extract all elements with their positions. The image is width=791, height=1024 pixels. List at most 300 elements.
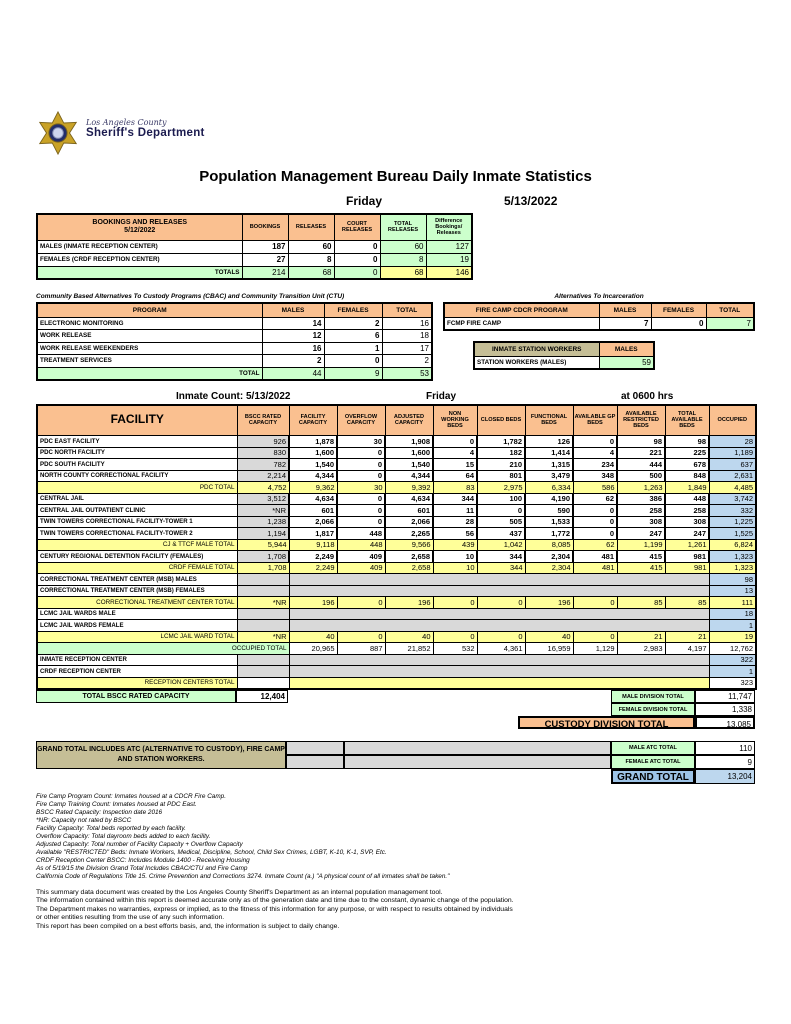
bookings-title: BOOKINGS AND RELEASES [92, 219, 188, 227]
value-cell: 20,965 [289, 643, 337, 655]
disclaimer-line: This summary data document was created by the Los Angeles County Sheriff's Department as an internal population management tool. [36, 888, 443, 896]
value-cell: 801 [477, 470, 525, 482]
bscc-cell: 4,752 [237, 482, 289, 494]
station-workers-header-row [474, 342, 654, 356]
bookings-row [37, 253, 472, 266]
facility-row [37, 436, 756, 448]
grand-spacer-cell [344, 741, 611, 755]
totals-value-cell: 9 [324, 367, 382, 380]
totals-value-cell: 53 [382, 367, 432, 380]
facility-row [37, 562, 756, 574]
value-cell: 439 [433, 539, 477, 551]
occupied-cell: 6,824 [709, 539, 756, 551]
bookings-body [37, 240, 472, 279]
custody-division-value: 13,085 [695, 716, 755, 729]
value-cell: 0 [433, 436, 477, 448]
bookings-date: 5/12/2022 [124, 227, 156, 235]
value-cell: 0 [433, 597, 477, 609]
occupied-cell: 1,323 [709, 551, 756, 563]
value-cell: 4,344 [289, 470, 337, 482]
cbac-body [37, 317, 432, 380]
value-cell: 1,849 [665, 482, 709, 494]
facility-row [37, 470, 756, 482]
value-cell: 85 [617, 597, 665, 609]
footnote-line: Overflow Capacity: Total dayroom beds added to each facility. [36, 832, 211, 840]
fire-camp-col-header: FIRE CAMP CDCR PROGRAM [444, 303, 599, 317]
facility-col-header: FUNCTIONAL BEDS [525, 405, 573, 436]
bscc-cell: 1,708 [237, 551, 289, 563]
totals-value-cell: 146 [426, 266, 472, 279]
agency-county-label: Los Angeles County [86, 118, 167, 127]
value-cell: 4 [573, 447, 617, 459]
value-cell: 1,540 [289, 459, 337, 471]
total-label: PDC TOTAL [37, 482, 237, 494]
value-cell: 2,249 [289, 551, 337, 563]
value-cell: 6,334 [525, 482, 573, 494]
value-cell: 1,129 [573, 643, 617, 655]
facility-row [37, 597, 756, 609]
value-cell: 1,908 [385, 436, 433, 448]
totals-value-cell: 68 [380, 266, 426, 279]
cbac-section [36, 293, 431, 381]
bscc-cell [237, 620, 289, 632]
facility-label: TWIN TOWERS CORRECTIONAL FACILITY-TOWER 2 [37, 528, 237, 540]
value-cell: 586 [573, 482, 617, 494]
value-cell: 1,772 [525, 528, 573, 540]
value-cell: 8 [288, 253, 334, 266]
value-cell: 0 [651, 317, 706, 330]
totals-value-cell: 68 [288, 266, 334, 279]
value-cell: 100 [477, 493, 525, 505]
female-division-label: FEMALE DIVISION TOTAL [611, 703, 695, 716]
fire-camp-row [444, 317, 754, 330]
bscc-cell: 1,708 [237, 562, 289, 574]
value-cell: 59 [599, 356, 654, 369]
occupied-cell: 637 [709, 459, 756, 471]
value-cell: 196 [525, 597, 573, 609]
value-cell: 1 [324, 342, 382, 355]
occupied-cell: 1,189 [709, 447, 756, 459]
value-cell: 64 [433, 470, 477, 482]
value-cell: 196 [289, 597, 337, 609]
value-cell: 1,263 [617, 482, 665, 494]
totals-value-cell: 0 [334, 266, 380, 279]
facility-label: TWIN TOWERS CORRECTIONAL FACILITY-TOWER 1 [37, 516, 237, 528]
totals-value-cell: 44 [262, 367, 324, 380]
bscc-cell: 2,214 [237, 470, 289, 482]
facility-row [37, 643, 756, 655]
value-cell: 62 [573, 539, 617, 551]
merged-empty-cell [289, 666, 709, 678]
facility-body [37, 436, 756, 689]
value-cell: 1,878 [289, 436, 337, 448]
value-cell: 4,344 [385, 470, 433, 482]
value-cell: 481 [573, 551, 617, 563]
value-cell: 3,479 [525, 470, 573, 482]
value-cell: 0 [573, 528, 617, 540]
footnote-line: Facility Capacity: Total beds reported by each facility. [36, 824, 186, 832]
grand-total-block [36, 741, 755, 784]
value-cell: 16,959 [525, 643, 573, 655]
facility-label: CENTRAL JAIL [37, 493, 237, 505]
bookings-table [36, 213, 473, 280]
value-cell: 1,540 [385, 459, 433, 471]
facility-label: LCMC JAIL WARDS FEMALE [37, 620, 237, 632]
facility-col-header: BSCC RATED CAPACITY [237, 405, 289, 436]
footnote-line: Fire Camp Program Count: Inmates housed at a CDCR Fire Camp. [36, 792, 227, 800]
value-cell: 85 [665, 597, 709, 609]
cbac-row [37, 330, 432, 343]
bookings-header-row [37, 214, 472, 240]
value-cell: 0 [337, 505, 385, 517]
footnote-line: Adjusted Capacity: Total number of Facility Capacity + Overflow Capacity [36, 840, 243, 848]
bscc-cell: 926 [237, 436, 289, 448]
value-cell: 448 [337, 528, 385, 540]
fire-camp-header-row [444, 303, 754, 317]
merged-empty-cell [289, 677, 709, 689]
occupied-cell: 332 [709, 505, 756, 517]
value-cell: 98 [617, 436, 665, 448]
value-cell: 98 [665, 436, 709, 448]
totals-label: TOTAL [37, 367, 262, 380]
station-col-header: MALES [599, 342, 654, 356]
cbac-row [37, 342, 432, 355]
bscc-cell [237, 574, 289, 586]
facility-row [37, 654, 756, 666]
value-cell: 0 [334, 253, 380, 266]
total-label: CRDF FEMALE TOTAL [37, 562, 237, 574]
female-atc-label: FEMALE ATC TOTAL [611, 755, 695, 769]
bscc-cell: 5,944 [237, 539, 289, 551]
value-cell: 344 [477, 551, 525, 563]
footnote-line: California Code of Regulations Title 15. Crime Prevention and Corrections 3274. Inmate Count (a.) "A physical count of all inmates shall be taken." [36, 872, 450, 880]
program-label: STATION WORKERS (MALES) [474, 356, 599, 369]
value-cell: 1,600 [289, 447, 337, 459]
page-title: Population Management Bureau Daily Inmate Statistics [199, 168, 592, 185]
value-cell: 18 [382, 330, 432, 343]
facility-row [37, 631, 756, 643]
value-cell: 221 [617, 447, 665, 459]
facility-row [37, 620, 756, 632]
value-cell: 981 [665, 551, 709, 563]
value-cell: 9,118 [289, 539, 337, 551]
value-cell: 40 [289, 631, 337, 643]
disclaimer [36, 889, 755, 932]
value-cell: 16 [262, 342, 324, 355]
program-label: WORK RELEASE WEEKENDERS [37, 342, 262, 355]
value-cell: 62 [573, 493, 617, 505]
occupied-cell: 323 [709, 677, 756, 689]
facility-header-row [37, 405, 756, 436]
facility-row [37, 528, 756, 540]
station-workers-table [473, 341, 655, 370]
value-cell: 2 [382, 355, 432, 368]
row-label: MALES (INMATE RECEPTION CENTER) [37, 240, 242, 253]
value-cell: 500 [617, 470, 665, 482]
totals-value-cell: 214 [242, 266, 288, 279]
value-cell: 0 [337, 597, 385, 609]
bookings-col-header: COURT RELEASES [334, 214, 380, 240]
cbac-col-header: TOTAL [382, 303, 432, 317]
facility-table [36, 404, 757, 690]
footnote-line: *NR: Capacity not rated by BSCC [36, 816, 132, 824]
grand-spacer-cell [286, 741, 344, 755]
value-cell: 16 [382, 317, 432, 330]
program-label: TREATMENT SERVICES [37, 355, 262, 368]
facility-row [37, 459, 756, 471]
occupied-cell: 3,742 [709, 493, 756, 505]
value-cell: 30 [337, 482, 385, 494]
value-cell: 40 [385, 631, 433, 643]
value-cell: 247 [665, 528, 709, 540]
value-cell: 1,261 [665, 539, 709, 551]
value-cell: 187 [242, 240, 288, 253]
bscc-cell: 782 [237, 459, 289, 471]
footnotes [36, 793, 755, 881]
fire-camp-col-header: MALES [599, 303, 651, 317]
merged-empty-cell [289, 654, 709, 666]
ati-section [443, 293, 755, 381]
value-cell: 1,315 [525, 459, 573, 471]
value-cell: 0 [573, 516, 617, 528]
bscc-cell: 1,194 [237, 528, 289, 540]
value-cell: 9,566 [385, 539, 433, 551]
cbac-row [37, 355, 432, 368]
inmate-count-day: Friday [426, 390, 457, 402]
occupied-cell: 13 [709, 585, 756, 597]
value-cell: 4,634 [385, 493, 433, 505]
value-cell: 448 [665, 493, 709, 505]
value-cell: 0 [337, 631, 385, 643]
facility-label: CENTRAL JAIL OUTPATIENT CLINIC [37, 505, 237, 517]
value-cell: 308 [617, 516, 665, 528]
grand-total-label: GRAND TOTAL [611, 769, 695, 784]
value-cell: 40 [525, 631, 573, 643]
occupied-cell: 19 [709, 631, 756, 643]
fire-camp-col-header: FEMALES [651, 303, 706, 317]
occupied-cell: 1 [709, 620, 756, 632]
fire-camp-col-header: TOTAL [706, 303, 754, 317]
report-day-line [36, 194, 755, 209]
value-cell: 10 [433, 551, 477, 563]
value-cell: 7 [599, 317, 651, 330]
cbac-title: Community Based Alternatives To Custody Programs (CBAC) and Community Transition Unit (CTU) [36, 293, 345, 300]
facility-row [37, 539, 756, 551]
inmate-count-line [36, 391, 755, 404]
value-cell: 56 [433, 528, 477, 540]
facility-row [37, 677, 756, 689]
total-label: LCMC JAIL WARD TOTAL [37, 631, 237, 643]
value-cell: 4 [433, 447, 477, 459]
value-cell: 1,600 [385, 447, 433, 459]
cbac-col-header: PROGRAM [37, 303, 262, 317]
value-cell: 0 [573, 505, 617, 517]
value-cell: 7 [706, 317, 754, 330]
occupied-cell: 111 [709, 597, 756, 609]
report-day: Friday [346, 194, 383, 208]
value-cell: 21,852 [385, 643, 433, 655]
occupied-cell: 1,323 [709, 562, 756, 574]
total-bscc-line [36, 690, 755, 703]
merged-empty-cell [289, 620, 709, 632]
value-cell: 678 [665, 459, 709, 471]
footnote-line: CRDF Reception Center BSCC: Includes Module 1400 - Receiving Housing [36, 856, 250, 864]
bscc-cell: *NR [237, 597, 289, 609]
male-atc-label: MALE ATC TOTAL [611, 741, 695, 755]
value-cell: 225 [665, 447, 709, 459]
bscc-cell: 1,238 [237, 516, 289, 528]
value-cell: 887 [337, 643, 385, 655]
value-cell: 6 [324, 330, 382, 343]
facility-row [37, 493, 756, 505]
value-cell: 444 [617, 459, 665, 471]
value-cell: 27 [242, 253, 288, 266]
facility-col-header: OCCUPIED [709, 405, 756, 436]
male-atc-value: 110 [695, 741, 755, 755]
footnote-line: BSCC Rated Capacity: Inspection date 2016 [36, 808, 163, 816]
value-cell: 127 [426, 240, 472, 253]
occupied-cell: 4,485 [709, 482, 756, 494]
facility-row [37, 551, 756, 563]
value-cell: 2,658 [385, 562, 433, 574]
grand-total-note: GRAND TOTAL INCLUDES ATC (ALTERNATIVE TO CUSTODY), FIRE CAMP AND STATION WORKERS. [36, 741, 286, 769]
merged-empty-cell [289, 608, 709, 620]
value-cell: 258 [665, 505, 709, 517]
fire-body [444, 317, 754, 330]
disclaimer-line: This report has been compiled on a best efforts basis, and, the information is subject to daily change. [36, 922, 340, 930]
value-cell: 437 [477, 528, 525, 540]
facility-label: INMATE RECEPTION CENTER [37, 654, 237, 666]
occupied-cell: 28 [709, 436, 756, 448]
total-bscc-label: TOTAL BSCC RATED CAPACITY [36, 690, 236, 703]
female-division-line [36, 703, 755, 716]
value-cell: 21 [617, 631, 665, 643]
value-cell: 0 [433, 631, 477, 643]
value-cell: 60 [380, 240, 426, 253]
value-cell: 0 [337, 493, 385, 505]
footnote-line: Fire Camp Training Count: Inmates housed at PDC East. [36, 800, 197, 808]
facility-label: NORTH COUNTY CORRECTIONAL FACILITY [37, 470, 237, 482]
facility-label: PDC NORTH FACILITY [37, 447, 237, 459]
value-cell: 15 [433, 459, 477, 471]
value-cell: 1,817 [289, 528, 337, 540]
agency-name-block [86, 118, 205, 139]
value-cell: 481 [573, 562, 617, 574]
facility-col-header: FACILITY CAPACITY [289, 405, 337, 436]
occupied-cell: 1 [709, 666, 756, 678]
facility-label: PDC EAST FACILITY [37, 436, 237, 448]
value-cell: 9,362 [289, 482, 337, 494]
value-cell: 17 [382, 342, 432, 355]
facility-col-header: AVAILABLE RESTRICTED BEDS [617, 405, 665, 436]
merged-empty-cell [289, 585, 709, 597]
cbac-col-header: MALES [262, 303, 324, 317]
ati-title: Alternatives To Incarceration [554, 293, 644, 300]
value-cell: 0 [477, 597, 525, 609]
value-cell: 8,085 [525, 539, 573, 551]
facility-row [37, 447, 756, 459]
value-cell: 386 [617, 493, 665, 505]
value-cell: 28 [433, 516, 477, 528]
value-cell: 415 [617, 551, 665, 563]
value-cell: 83 [433, 482, 477, 494]
value-cell: 2,249 [289, 562, 337, 574]
cbac-header-row [37, 303, 432, 317]
cbac-row [37, 317, 432, 330]
grand-spacer-cell [344, 755, 611, 769]
facility-row [37, 608, 756, 620]
facility-col-header: NON WORKING BEDS [433, 405, 477, 436]
reception-total-label: RECEPTION CENTERS TOTAL [37, 677, 237, 689]
value-cell: 126 [525, 436, 573, 448]
bscc-cell: *NR [237, 505, 289, 517]
value-cell: 210 [477, 459, 525, 471]
value-cell: 2,983 [617, 643, 665, 655]
bscc-cell: 830 [237, 447, 289, 459]
value-cell: 981 [665, 562, 709, 574]
value-cell: 4,361 [477, 643, 525, 655]
report-date: 5/13/2022 [504, 194, 558, 208]
value-cell: 0 [477, 505, 525, 517]
facility-label: CORRECTIONAL TREATMENT CENTER (MSB) FEMALES [37, 585, 237, 597]
occupied-cell: 1,525 [709, 528, 756, 540]
value-cell: 21 [665, 631, 709, 643]
value-cell: 409 [337, 562, 385, 574]
value-cell: 1,782 [477, 436, 525, 448]
value-cell: 409 [337, 551, 385, 563]
value-cell: 2 [262, 355, 324, 368]
value-cell: 0 [573, 436, 617, 448]
value-cell: 60 [288, 240, 334, 253]
bookings-totals-row [37, 266, 472, 279]
disclaimer-line: The information contained within this report is deemed accurate only as of the generation date and time due to the constant, dynamic change of the population. [36, 897, 514, 905]
total-label: CORRECTIONAL TREATMENT CENTER TOTAL [37, 597, 237, 609]
station-body [474, 356, 654, 369]
facility-label: CRDF RECEPTION CENTER [37, 666, 237, 678]
facility-label: PDC SOUTH FACILITY [37, 459, 237, 471]
total-label: CJ & TTCF MALE TOTAL [37, 539, 237, 551]
value-cell: 14 [262, 317, 324, 330]
totals-label: TOTALS [37, 266, 242, 279]
value-cell: 1,533 [525, 516, 573, 528]
value-cell: 234 [573, 459, 617, 471]
male-division-value: 11,747 [695, 690, 755, 703]
fire-camp-table [443, 302, 755, 331]
value-cell: 308 [665, 516, 709, 528]
station-workers-row [474, 356, 654, 369]
program-label: FCMP FIRE CAMP [444, 317, 599, 330]
cbac-totals-row [37, 367, 432, 380]
sheriff-badge-icon [36, 110, 80, 156]
bscc-cell [237, 608, 289, 620]
bscc-cell [237, 585, 289, 597]
occupied-cell: 322 [709, 654, 756, 666]
occupied-cell: 18 [709, 608, 756, 620]
value-cell: 4,190 [525, 493, 573, 505]
occupied-cell: 98 [709, 574, 756, 586]
value-cell: 8 [380, 253, 426, 266]
facility-label: LCMC JAIL WARDS MALE [37, 608, 237, 620]
value-cell: 247 [617, 528, 665, 540]
value-cell: 0 [477, 631, 525, 643]
value-cell: 4,197 [665, 643, 709, 655]
bookings-col-header: Difference Bookings/ Releases [426, 214, 472, 240]
facility-row [37, 666, 756, 678]
value-cell: 0 [334, 240, 380, 253]
occupied-cell: 1,225 [709, 516, 756, 528]
value-cell: 0 [337, 447, 385, 459]
value-cell: 2,066 [289, 516, 337, 528]
